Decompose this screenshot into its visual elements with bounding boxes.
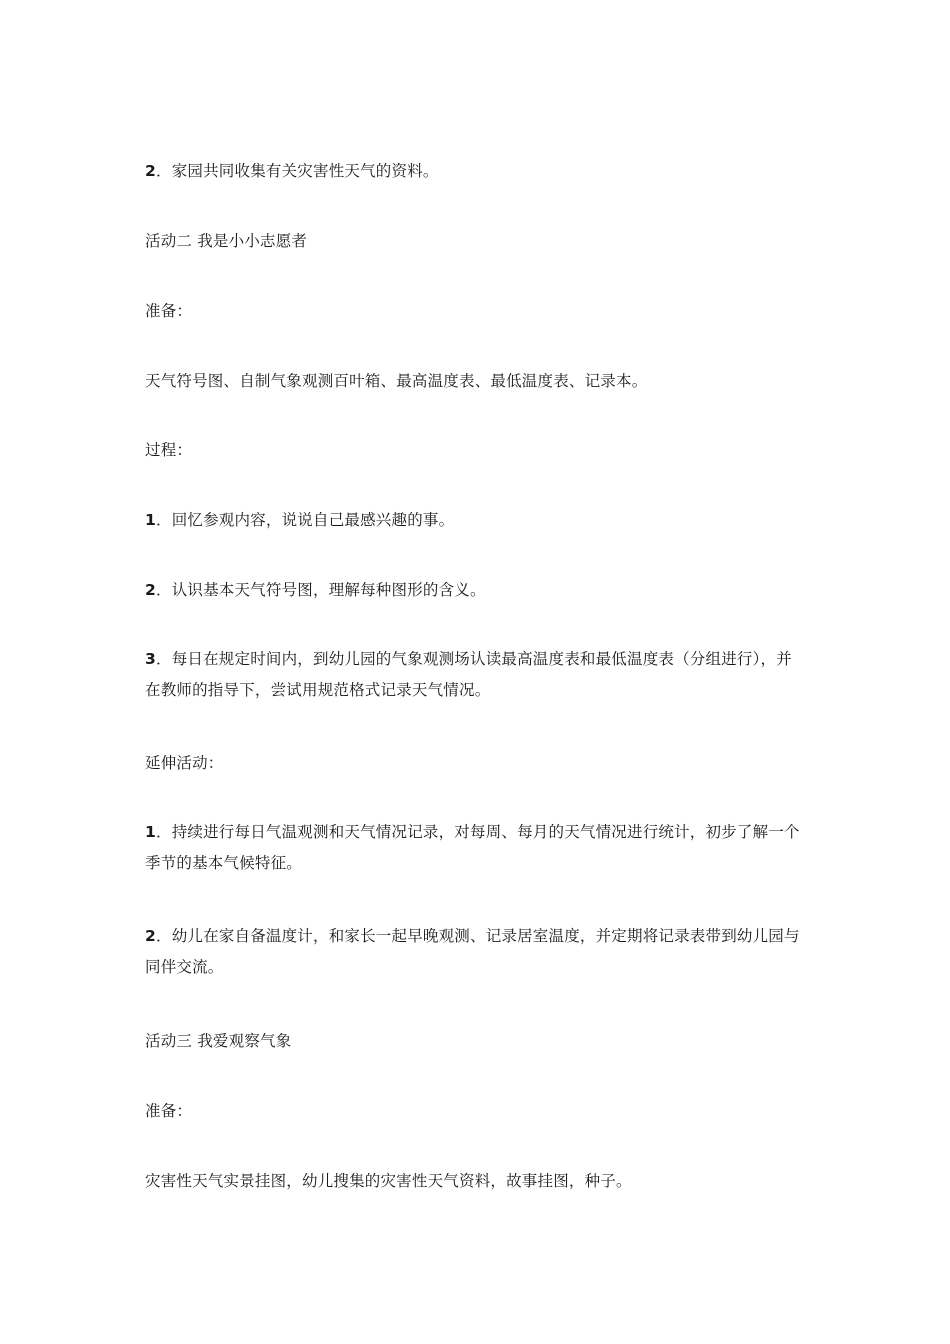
paragraph-text: ．回忆参观内容，说说自己最感兴趣的事。 (156, 511, 455, 529)
list-number: 2 (145, 162, 156, 180)
paragraph-text: ．认识基本天气符号图，理解每种图形的含义。 (156, 581, 486, 599)
activity-two-heading (145, 226, 805, 257)
extension-step-1 (145, 817, 805, 879)
process-step-1 (145, 505, 805, 536)
label-text: 准备： (145, 302, 193, 320)
preparation-label (145, 296, 805, 327)
process-step-3 (145, 644, 805, 706)
process-step-2 (145, 575, 805, 606)
list-number: 3 (145, 650, 156, 668)
process-label (145, 435, 805, 466)
list-number: 1 (145, 511, 156, 529)
paragraph-text: 天气符号图、自制气象观测百叶箱、最高温度表、最低温度表、记录本。 (145, 372, 648, 390)
heading-text: 活动二 我是小小志愿者 (145, 232, 308, 250)
list-number: 2 (145, 927, 156, 945)
label-text: 延伸活动： (145, 754, 224, 772)
paragraph-collect-materials (145, 156, 805, 187)
activity-three-heading (145, 1026, 805, 1057)
list-number: 1 (145, 823, 156, 841)
preparation-items-2 (145, 1166, 805, 1197)
extension-step-2 (145, 921, 805, 983)
paragraph-text: 灾害性天气实景挂图，幼儿搜集的灾害性天气资料，故事挂图，种子。 (145, 1172, 632, 1190)
paragraph-text: ．持续进行每日气温观测和天气情况记录，对每周、每月的天气情况进行统计，初步了解一个季节的基本气候特征。 (145, 823, 800, 872)
preparation-items (145, 366, 805, 397)
preparation-label-2 (145, 1096, 805, 1127)
label-text: 准备： (145, 1102, 193, 1120)
paragraph-text: ．每日在规定时间内，到幼儿园的气象观测场认读最高温度表和最低温度表（分组进行），并在教师的指导下，尝试用规范格式记录天气情况。 (145, 650, 792, 699)
label-text: 过程： (145, 441, 193, 459)
heading-text: 活动三 我爱观察气象 (145, 1032, 292, 1050)
extension-activities-label (145, 748, 805, 779)
paragraph-text: ．幼儿在家自备温度计，和家长一起早晚观测、记录居室温度，并定期将记录表带到幼儿园与同伴交流。 (145, 927, 800, 976)
list-number: 2 (145, 581, 156, 599)
paragraph-text: ．家园共同收集有关灾害性天气的资料。 (156, 162, 439, 180)
